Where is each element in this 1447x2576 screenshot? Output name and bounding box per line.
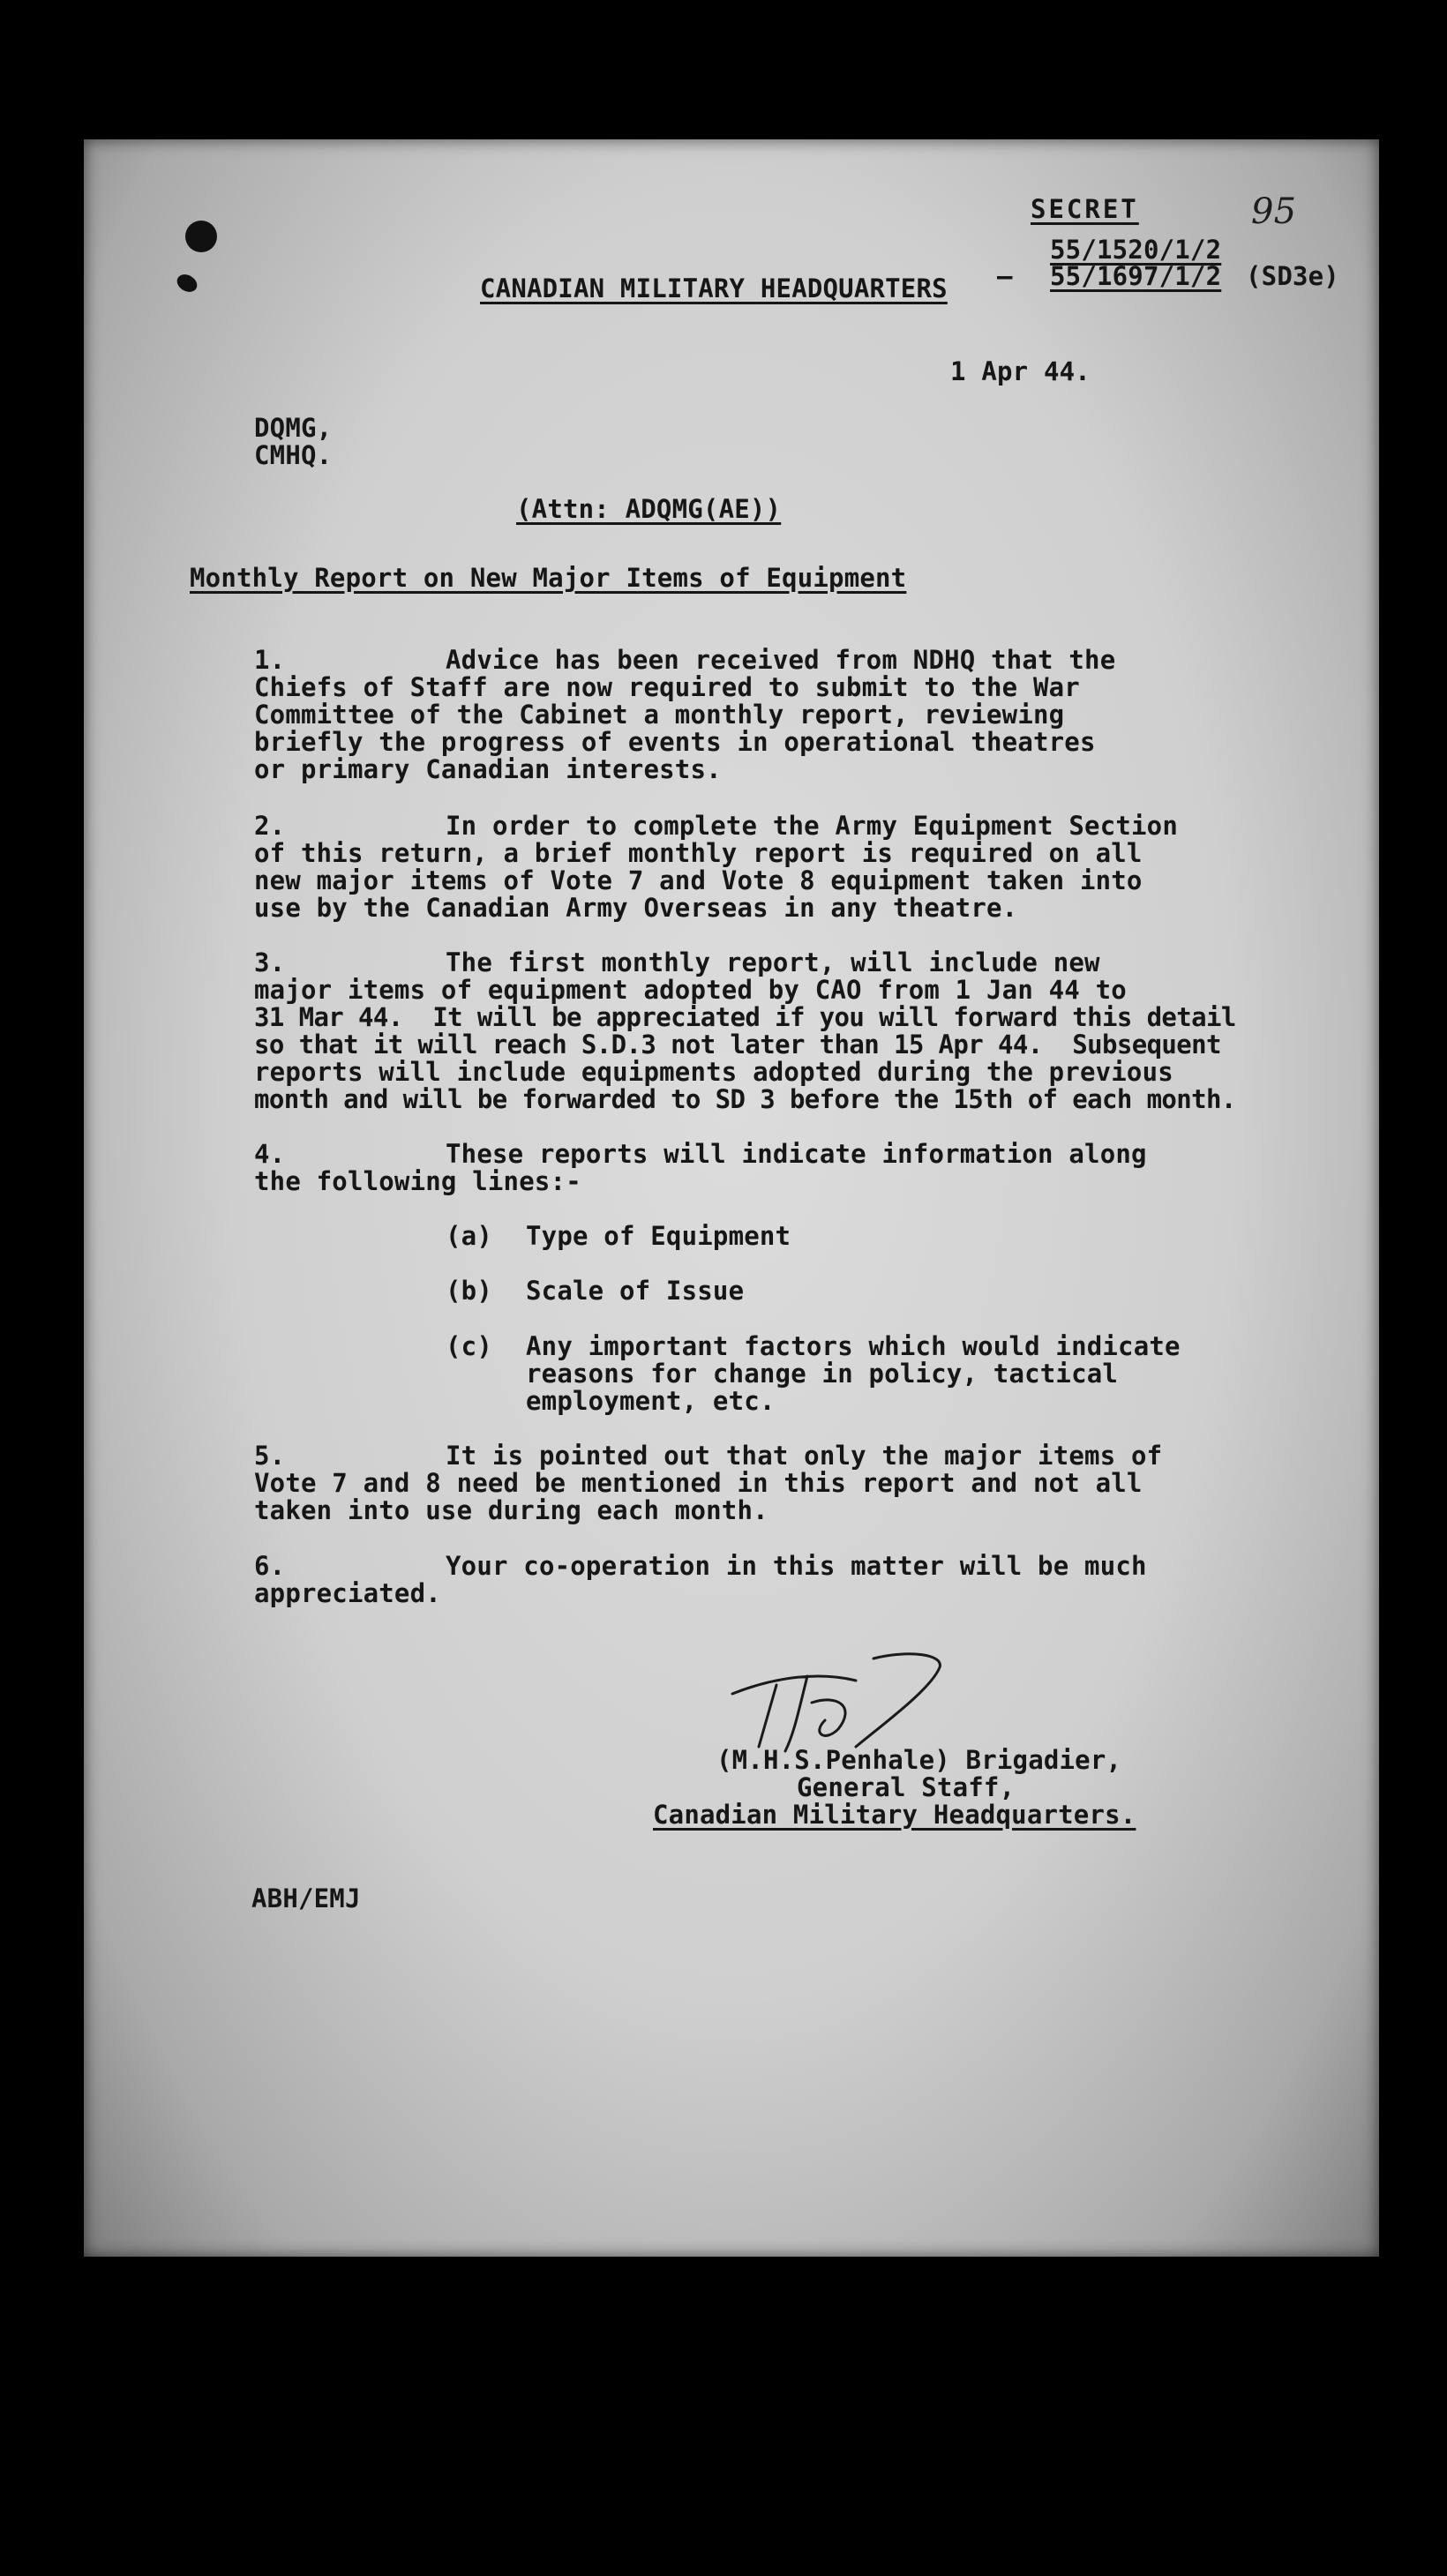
paragraph-line: Advice has been received from NDHQ that the xyxy=(446,645,1116,675)
file-reference-suffix: (SD3e) xyxy=(1246,261,1339,291)
file-reference-2: 55/1697/1/2 xyxy=(1050,261,1222,291)
paragraph-line: In order to complete the Army Equipment Section xyxy=(446,811,1178,841)
paragraph-number: 6. xyxy=(254,1551,286,1581)
list-item-text: Scale of Issue xyxy=(526,1276,745,1306)
paragraph-line: major items of equipment adopted by CAO from 1 Jan 44 to xyxy=(254,975,1127,1005)
paragraph-line: new major items of Vote 7 and Vote 8 equipment taken into xyxy=(254,865,1143,895)
list-item-text: Type of Equipment xyxy=(526,1221,791,1251)
paragraph-line: taken into use during each month. xyxy=(254,1495,768,1525)
addressee-line-2: CMHQ. xyxy=(254,440,333,470)
file-reference-1: 55/1520/1/2 xyxy=(1050,235,1222,265)
classification-stamp: SECRET xyxy=(1031,194,1139,224)
paragraph-line: or primary Canadian interests. xyxy=(254,754,722,784)
paragraph-line: The first monthly report, will include new xyxy=(446,947,1100,977)
list-item-label: (c) xyxy=(446,1331,492,1361)
punch-hole-mark xyxy=(185,221,217,252)
list-item-label: (a) xyxy=(446,1221,492,1251)
paragraph-line: Vote 7 and 8 need be mentioned in this report and not all xyxy=(254,1468,1143,1498)
subject-heading: Monthly Report on New Major Items of Equipment xyxy=(190,563,907,593)
paragraph-number: 3. xyxy=(254,947,286,977)
paragraph-line: These reports will indicate information along xyxy=(446,1139,1147,1169)
paragraph-line: Chiefs of Staff are now required to submit to the War xyxy=(254,672,1080,702)
paragraph-number: 4. xyxy=(254,1139,286,1169)
attention-line: (Attn: ADQMG(AE)) xyxy=(516,494,782,524)
paragraph-line: the following lines:- xyxy=(254,1166,581,1196)
list-item-text: Any important factors which would indicate xyxy=(526,1331,1181,1361)
organization-heading: CANADIAN MILITARY HEADQUARTERS xyxy=(480,273,948,303)
paragraph-line: 31 Mar 44. It will be appreciated if you will forward this detail xyxy=(254,1002,1236,1032)
paragraph-line: so that it will reach S.D.3 not later than 15 Apr 44. Subsequent xyxy=(254,1030,1221,1060)
paragraph-number: 2. xyxy=(254,811,286,841)
paragraph-line: month and will be forwarded to SD 3 before the 15th of each month. xyxy=(254,1084,1236,1114)
paragraph-line: use by the Canadian Army Overseas in any theatre. xyxy=(254,893,1018,923)
handwritten-page-number: 95 xyxy=(1251,191,1297,232)
list-item-text: reasons for change in policy, tactical xyxy=(526,1359,1119,1389)
list-item-label: (b) xyxy=(446,1276,492,1306)
paragraph-number: 1. xyxy=(254,645,286,675)
paragraph-line: Your co-operation in this matter will be much xyxy=(446,1551,1147,1581)
paragraph-number: 5. xyxy=(254,1441,286,1471)
reference-initials: ABH/EMJ xyxy=(251,1883,361,1913)
signatory-title: General Staff, xyxy=(797,1772,1016,1802)
paragraph-line: It is pointed out that only the major items of xyxy=(446,1441,1163,1471)
paragraph-line: reports will include equipments adopted during the previous xyxy=(254,1057,1173,1087)
paragraph-line: of this return, a brief monthly report is required on all xyxy=(254,838,1143,868)
letter-date: 1 Apr 44. xyxy=(950,356,1091,386)
signatory-name: (M.H.S.Penhale) Brigadier, xyxy=(716,1745,1122,1775)
paragraph-line: appreciated. xyxy=(254,1578,441,1608)
signatory-organization: Canadian Military Headquarters. xyxy=(653,1800,1136,1830)
addressee-line-1: DQMG, xyxy=(254,413,333,443)
file-reference-dash: — xyxy=(997,261,1013,291)
paragraph-line: briefly the progress of events in operational theatres xyxy=(254,727,1096,757)
paragraph-line: Committee of the Cabinet a monthly report, reviewing xyxy=(254,700,1065,730)
list-item-text: employment, etc. xyxy=(526,1386,776,1416)
